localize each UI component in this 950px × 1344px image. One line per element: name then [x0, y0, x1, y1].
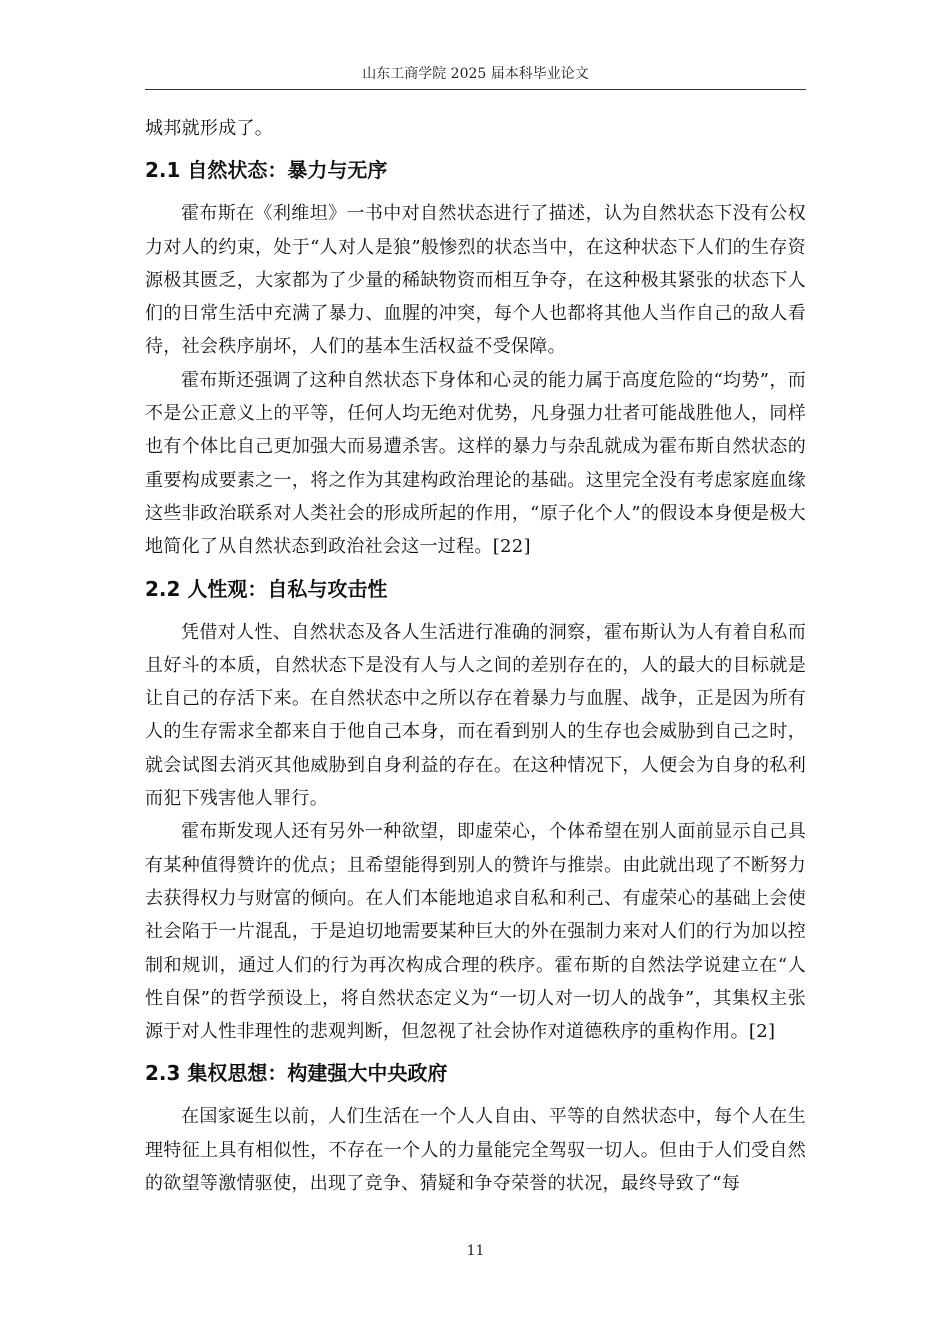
paragraph: 霍布斯发现人还有另外一种欲望，即虚荣心，个体希望在别人面前显示自己具有某种值得赞许的优点；且希望能得到别人的赞许与推崇。由此就出现了不断努力去获得权力与财富的倾向。在人们本能地追求自私和利己、有虚荣心的基础上会使社会陷于一片混乱，于是迫切地需要某种巨大的外在强制力来对人们的行为加以控制和规训，通过人们的行为再次构成合理的秩序。霍布斯的自然法学说建立在“人性自保”的哲学预设上，将自然状态定义为“一切人对一切人的战争”，其集权主张源于对人性非理性的悲观判断，但忽视了社会协作对道德秩序的重构作用。[2] — [145, 821, 806, 1043]
section-heading-2-3: 2.3 集权思想：构建强大中央政府 — [145, 1061, 448, 1086]
section-heading-2-1: 2.1 自然状态：暴力与无序 — [145, 158, 388, 183]
running-header: 山东工商学院 2025 届本科毕业论文 — [362, 66, 589, 82]
paragraph: 霍布斯在《利维坦》一书中对自然状态进行了描述，认为自然状态下没有公权力对人的约束，处于“人对人是狼”般惨烈的状态当中，在这种状态下人们的生存资源极其匮乏，大家都为了少量的稀缺物资而相互争夺，在这种极其紧张的状态下人们的日常生活中充满了暴力、血腥的冲突，每个人也都将其他人当作自己的敌人看待，社会秩序崩坏，人们的基本生活权益不受保障。 — [145, 203, 806, 358]
paragraph: 凭借对人性、自然状态及各人生活进行准确的洞察，霍布斯认为人有着自私而且好斗的本质，自然状态下是没有人与人之间的差别存在的，人的最大的目标就是让自己的存活下来。在自然状态中之所以存在着暴力与血腥、战争，正是因为所有人的生存需求全都来自于他自己本身，而在看到别人的生存也会威胁到自己之时，就会试图去消灭其他威胁到自身利益的存在。在这种情况下，人便会为自身的私利而犯下残害他人罪行。 — [145, 621, 806, 810]
intro-paragraph: 城邦就形成了。 — [145, 118, 274, 139]
header-rule — [145, 89, 806, 90]
paragraph: 在国家诞生以前，人们生活在一个人人自由、平等的自然状态中，每个人在生理特征上具有相似性，不存在一个人的力量能完全驾驭一切人。但由于人们受自然的欲望等激情驱使，出现了竞争、猜疑和争夺荣誉的状况，最终导致了“每 — [145, 1106, 806, 1195]
section-heading-2-2: 2.2 人性观：自私与攻击性 — [145, 576, 388, 601]
paragraph: 霍布斯还强调了这种自然状态下身体和心灵的能力属于高度危险的“均势”，而不是公正意义上的平等，任何人均无绝对优势，凡身强力壮者可能战胜他人，同样也有个体比自己更加强大而易遭杀害。这样的暴力与杂乱就成为霍布斯自然状态的重要构成要素之一，将之作为其建构政治理论的基础。这里完全没有考虑家庭血缘这些非政治联系对人类社会的形成所起的作用，“原子化个人”的假设本身便是极大地简化了从自然状态到政治社会这一过程。[22] — [145, 369, 806, 558]
page-number: 11 — [466, 1243, 485, 1259]
page-body — [145, 112, 806, 1200]
